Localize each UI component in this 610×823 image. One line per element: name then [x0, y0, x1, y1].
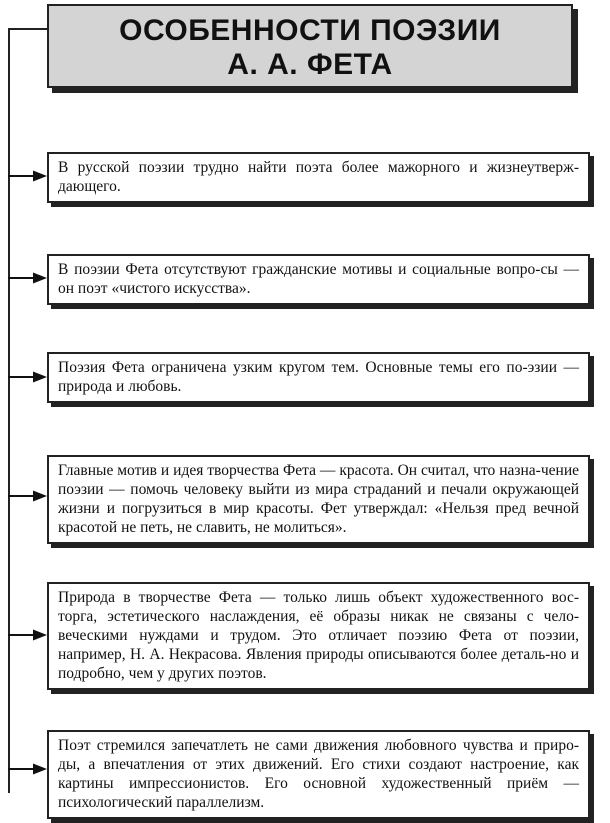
feature-card-6	[47, 730, 590, 819]
feature-text-5: Природа в творчестве Фета — только лишь объект художественного вос-торга, эстетического наслаждения, её образы никак не связаны с чело-веческими нуждами и трудом. Это отличает поэзию Фета от поэзии, например, Н. А. Некрасова. Явления природы описываются более деталь-но и подробно, чем у других поэтов.	[58, 589, 579, 682]
arrow-icon	[8, 762, 47, 776]
arrow-icon	[8, 271, 47, 285]
title-line-1: ОСОБЕННОСТИ ПОЭЗИИ	[119, 14, 501, 47]
feature-text-4: Главные мотив и идея творчества Фета — красота. Он считал, что назна-чение поэзии — помочь человеку выйти из мира страданий и печали окружающей жизни и погрузиться в мир красоты. Фет утверждал: «Нельзя пред вечной красотой не петь, не славить, не молиться».	[58, 462, 579, 536]
arrow-icon	[8, 489, 47, 503]
feature-card-3	[47, 352, 590, 403]
feature-card-2	[47, 254, 590, 305]
title-connector	[8, 28, 48, 30]
title-line-2: А. А. ФЕТА	[227, 48, 393, 81]
arrow-icon	[8, 370, 47, 384]
feature-card-1	[47, 152, 590, 203]
connector-line	[8, 28, 10, 793]
feature-text-3: Поэзия Фета ограничена узким кругом тем. Основные темы его по-эзии — природа и любовь.	[58, 359, 579, 395]
arrow-icon	[8, 628, 47, 642]
arrow-icon	[8, 169, 47, 183]
feature-text-6: Поэт стремился запечатлеть не сами движения любовного чувства и приро-ды, а впечатления от этих движений. Его стихи создают настроение, как картины импрессионистов. Его основной художественный приём — психологический параллелизм.	[58, 737, 579, 811]
feature-text-2: В поэзии Фета отсутствуют гражданские мотивы и социальные вопро-сы — он поэт «чистого искусства».	[58, 261, 579, 297]
title-box	[47, 4, 573, 88]
feature-card-5	[47, 582, 590, 690]
feature-card-4	[47, 455, 590, 544]
feature-text-1: В русской поэзии трудно найти поэта более мажорного и жизнеутверж-дающего.	[58, 159, 579, 195]
